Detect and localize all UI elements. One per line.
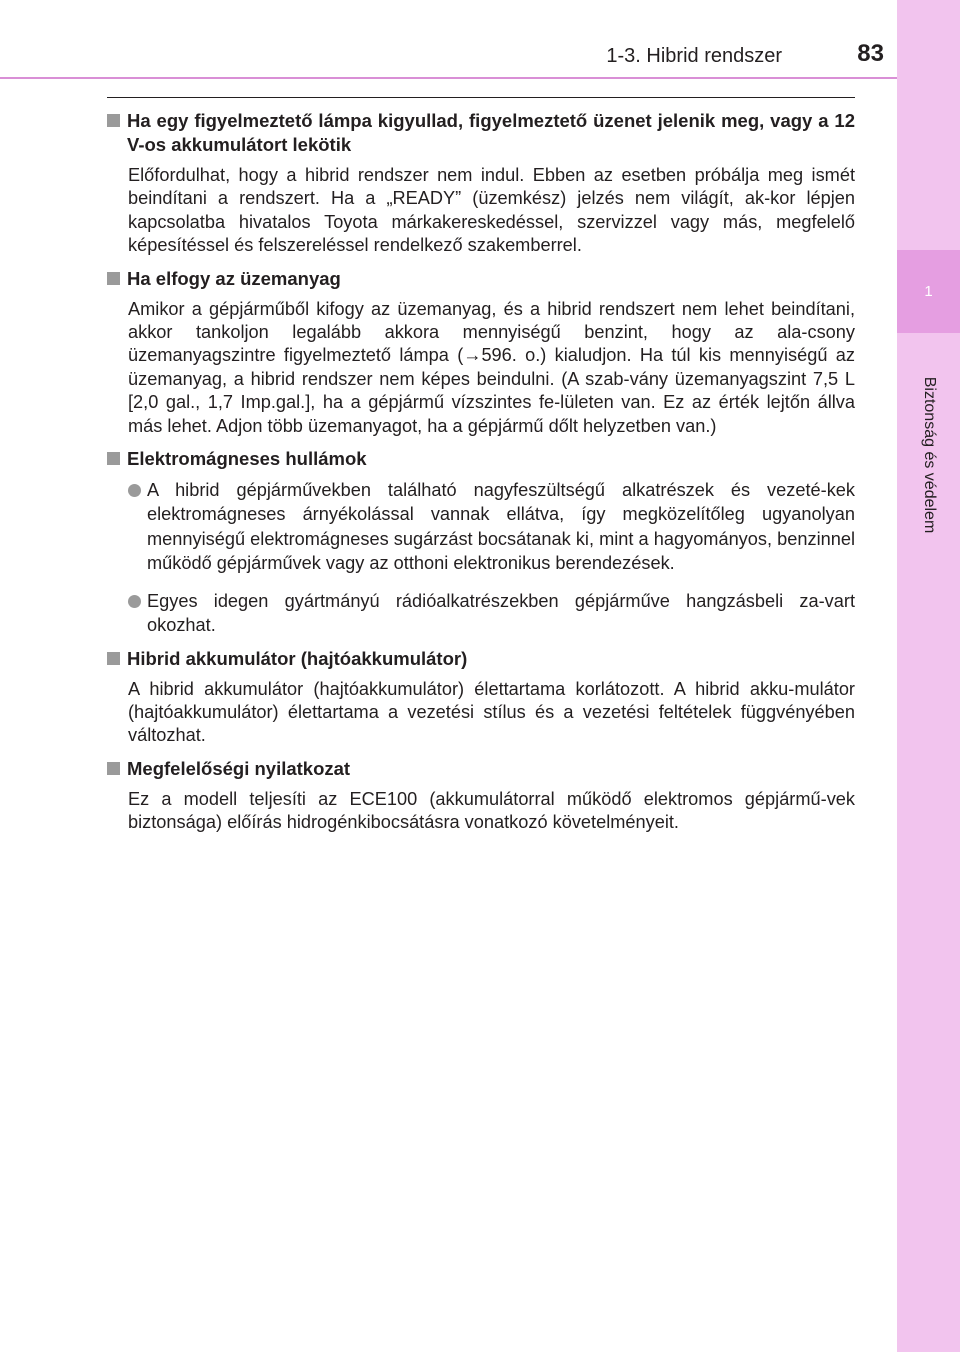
square-bullet-icon	[107, 647, 127, 671]
list-item	[128, 478, 855, 576]
section-body: Ez a modell teljesíti az ECE100 (akkumulátorral működő elektromos gépjármű-vek biztonsága) előírás hidrogénkibocsátásra vonatkozó követelményeit.	[128, 788, 855, 833]
side-tab	[897, 0, 960, 1352]
page-content	[107, 109, 855, 844]
list-item-text: Egyes idegen gyártmányú rádióalkatrészekben gépjárműve hangzásbeli za-vart okozhat.	[147, 590, 855, 636]
section-title: 1-3. Hibrid rendszer	[606, 45, 782, 67]
square-bullet-icon	[107, 109, 127, 157]
section-out-of-fuel	[107, 267, 855, 438]
section-electromagnetic-waves	[107, 447, 855, 637]
section-heading-text: Hibrid akkumulátor (hajtóakkumulátor)	[127, 647, 468, 669]
section-heading-text: Elektromágneses hullámok	[127, 448, 367, 470]
page-number: 83	[857, 40, 884, 67]
section-hybrid-battery	[107, 647, 855, 748]
round-bullet-icon	[128, 484, 141, 497]
section-body: Amikor a gépjárműből kifogy az üzemanyag, és a hibrid rendszert nem lehet beindítani, akkor tankoljon legalább akkora mennyiségű benzint, hogy az ala-csony üzemanyagszintre figyelmeztető lámpa (→596. o.) kialudjon. Ha túl kis mennyiségű az üzemanyag, a hibrid rendszer nem képes beindulni. (A szab-vány üzemanyagszint 7,5 L [2,0 gal., 1,7 Imp.gal.], ha a gépjármű vízszintes fe-lületen van. Ez az érték lejtőn állva más lehet. Adjon több üzemanyagot, ha a gépjármű dőlt helyzetben van.)	[128, 298, 855, 436]
square-bullet-icon	[107, 757, 127, 781]
round-bullet-icon	[128, 595, 141, 608]
list-item-text: A hibrid gépjárművekben található nagyfeszültségű alkatrészek és vezeté-kek elektromágneses árnyékolással vannak ellátva, így megközelítőleg ugyanolyan mennyiségű elektromágneses sugárzást bocsátanak ki, mint a hagyományos, benzinnel működő gépjárművek vagy az otthoni elektronikus berendezések.	[147, 480, 855, 574]
header-divider	[0, 77, 897, 79]
list-item	[128, 589, 855, 638]
section-heading-text: Ha elfogy az üzemanyag	[127, 267, 341, 289]
section-declaration-of-conformity	[107, 757, 855, 835]
square-bullet-icon	[107, 267, 127, 291]
chapter-label: Biztonság és védelem	[921, 376, 938, 534]
section-heading	[107, 447, 855, 471]
section-warning-lamp	[107, 109, 855, 258]
content-top-rule	[107, 97, 855, 98]
section-heading	[107, 267, 855, 291]
section-heading	[107, 757, 855, 781]
section-heading	[107, 647, 855, 671]
section-heading-text: Ha egy figyelmeztető lámpa kigyullad, figyelmeztető üzenet jelenik meg, vagy a 12 V-os akkumulátort lekötik	[127, 110, 855, 155]
section-heading-text: Megfelelőségi nyilatkozat	[127, 757, 351, 779]
section-body: Előfordulhat, hogy a hibrid rendszer nem indul. Ebben az esetben próbálja meg ismét beindítani a rendszert. Ha a „READY” (üzemkész) jelzés nem világít, ak-kor lépjen kapcsolatba hivatalos Toyota márkakereskedéssel, szervizzel vagy más, megfelelő képesítéssel és felszereléssel rendelkező szakemberrel.	[128, 165, 855, 256]
section-heading	[107, 109, 855, 157]
section-body: A hibrid akkumulátor (hajtóakkumulátor) élettartama korlátozott. A hibrid akku-mulátor (hajtóakkumulátor) élettartama a vezetési stílus és a vezetési feltételek függvényében változhat.	[128, 678, 855, 746]
square-bullet-icon	[107, 447, 127, 471]
chapter-number-tab: 1	[897, 250, 960, 333]
